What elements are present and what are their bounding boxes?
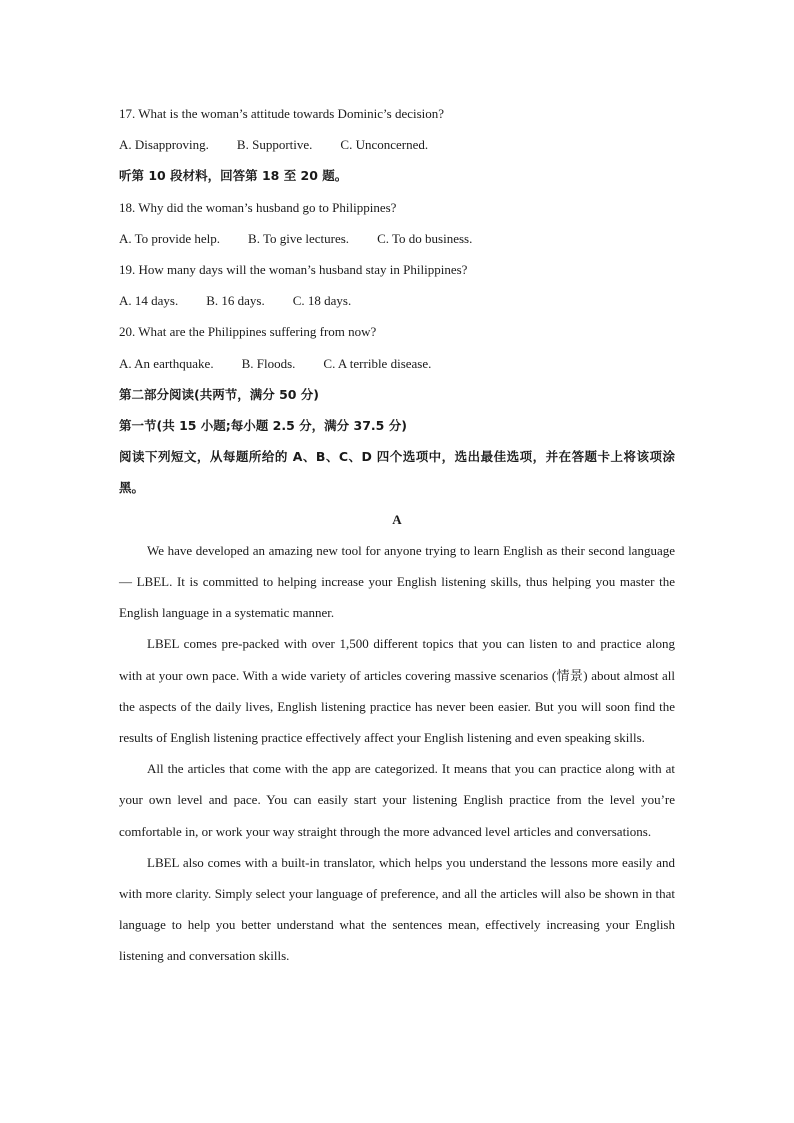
question-20-stem: 20. What are the Philippines suffering from now? bbox=[119, 324, 377, 340]
question-19-options bbox=[119, 285, 675, 316]
option-c: C. Unconcerned. bbox=[340, 137, 429, 153]
option-b: B. Supportive. bbox=[236, 137, 313, 153]
option-b: B. Floods. bbox=[241, 355, 296, 371]
passage-paragraph-2: LBEL comes pre-packed with over 1,500 different topics that you can listen to and practice along with at your own pace. With a wide variety of articles covering massive scenarios (情景) about almost all the aspects of the daily lives, English listening practice has never been easier. But you will soon find the results of English listening practice effectively affect your English listening and even speaking skills. bbox=[119, 636, 675, 746]
section1-title: 第一节(共 15 小题;每小题 2.5 分，满分 37.5 分) bbox=[119, 418, 407, 434]
option-b: B. 16 days. bbox=[206, 293, 265, 309]
passage-label: A bbox=[392, 511, 402, 527]
option-c: C. 18 days. bbox=[292, 293, 352, 309]
reading-instruction: 阅读下列短文，从每题所给的 A、B、C、D 四个选项中，选出最佳选项，并在答题卡上将该项涂黑。 bbox=[119, 449, 675, 496]
option-c: C. A terrible disease. bbox=[323, 355, 432, 371]
passage-paragraph-1: We have developed an amazing new tool for anyone trying to learn English as their second language — LBEL. It is committed to helping increase your English listening skills, thus helping you master the English language in a systematic manner. bbox=[119, 542, 675, 621]
question-20-options bbox=[119, 348, 675, 379]
option-c: C. To do business. bbox=[377, 230, 473, 246]
part2-title: 第二部分阅读(共两节，满分 50 分) bbox=[119, 386, 320, 402]
question-17-stem: 17. What is the woman’s attitude towards Dominic’s decision? bbox=[119, 106, 445, 121]
question-17-options bbox=[119, 129, 675, 160]
listening-10-instruction: 听第 10 段材料，回答第 18 至 20 题。 bbox=[119, 168, 348, 184]
question-19-stem: 19. How many days will the woman’s husband stay in Philippines? bbox=[119, 262, 468, 278]
question-18-options bbox=[119, 223, 675, 254]
question-18-stem: 18. Why did the woman’s husband go to Philippines? bbox=[119, 199, 397, 215]
option-b: B. To give lectures. bbox=[248, 230, 350, 246]
passage-paragraph-4: LBEL also comes with a built-in translator, which helps you understand the lessons more easily and with more clarity. Simply select your language of preference, and all the articles will also be shown in that language to help you better understand what the sentences mean, effectively increasing your English listening and conversation skills. bbox=[119, 854, 675, 964]
passage-paragraph-3: All the articles that come with the app are categorized. It means that you can practice along with at your own level and pace. You can easily start your listening English practice from the level you’re comfortable in, or work your way straight through the more advanced level articles and conversations. bbox=[119, 761, 675, 839]
exam-page bbox=[119, 98, 675, 972]
option-a: A. 14 days. bbox=[119, 293, 179, 309]
option-a: A. To provide help. bbox=[119, 230, 221, 246]
option-a: A. An earthquake. bbox=[119, 355, 214, 371]
option-a: A. Disapproving. bbox=[119, 137, 209, 153]
